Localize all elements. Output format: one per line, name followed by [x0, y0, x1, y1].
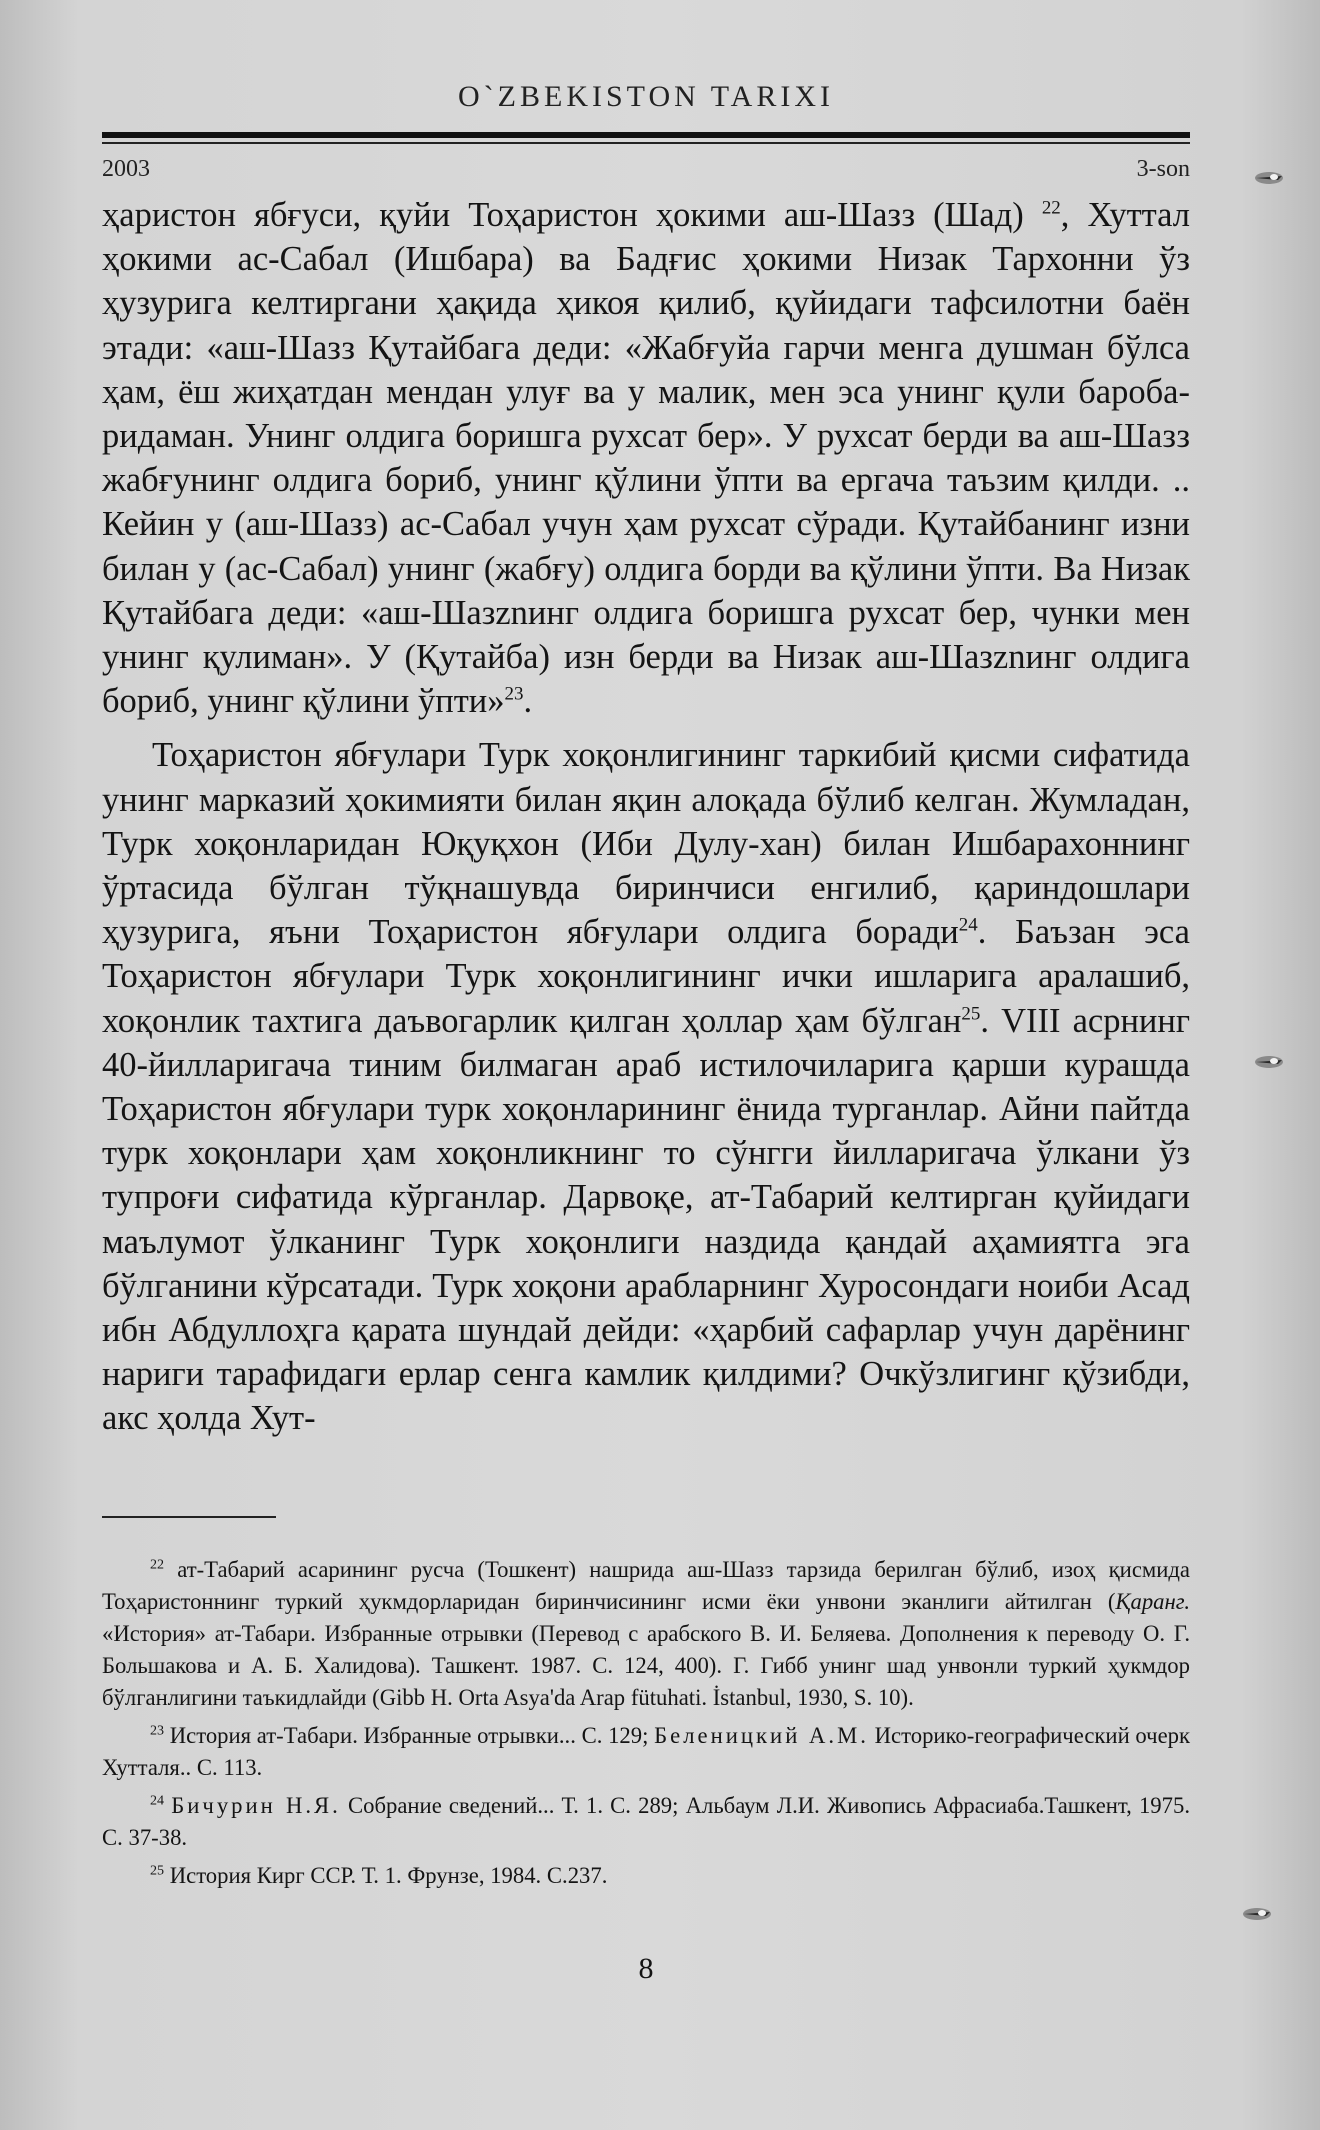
author-name: Бичурин Н.Я. — [171, 1793, 341, 1818]
journal-title: O`ZBEKISTON TARIXI — [458, 80, 834, 113]
footnote-marker: 24 — [958, 914, 978, 936]
footnote-marker: 22 — [150, 1556, 165, 1573]
body-paragraph — [102, 733, 1190, 1440]
text-run: «История» ат-Табари. Избранные отрывки (Перевод с арабского В. И. Беляева. Дополнения к переводу О. Г. Большакова и А. Б. Халидова). Ташкент. 1987. С. 124, 400). Г. Гибб унинг шад унвонли туркий ҳукмдор бўлганлигини таъкидлайди (Gibb H. Orta Asya'da Arap fütuhati. İstanbul, 1930, S. 10). — [102, 1621, 1190, 1710]
text-run: ат-Табарий асарининг русча (Тошкент) нашрида аш-Шазз тарзида берилган бўлиб, изоҳ қисмида Тоҳаристоннинг туркий ҳукмдорларидан биринчисининг исми ёки унвони эканлиги айтилган ( — [102, 1557, 1190, 1614]
text-run: . Баъзан эса Тоҳаристон ябғулари Турк хоқонлигининг ички ишларига аралашиб, хоқонлик тахтига даъвогарлик қилган ҳоллар ҳам бўлган — [102, 913, 1190, 1040]
footnote — [102, 1860, 1190, 1892]
body-paragraph — [102, 193, 1190, 723]
footnote-separator — [102, 1516, 276, 1518]
footnote-marker: 22 — [1041, 197, 1061, 219]
text-run: . — [523, 682, 533, 721]
staple-mark-icon — [1252, 168, 1286, 188]
footnote-marker: 25 — [150, 1862, 165, 1879]
italic-text: Қаранг. — [1115, 1589, 1190, 1614]
author-name: Беленицкий А.М. — [654, 1723, 869, 1748]
footnote-marker: 24 — [150, 1792, 165, 1809]
text-run: История Кирг ССР. Т. 1. Фрунзе, 1984. С.237. — [164, 1863, 608, 1888]
page-number: 8 — [638, 1952, 654, 1985]
footnote — [102, 1790, 1190, 1854]
text-run: История ат-Табари. Избранные отрывки... С. 129; — [164, 1723, 655, 1748]
text-run: Тоҳаристон ябғулари Турк хоқонлигининг таркибий қисми сифатида унинг марказий ҳокимияти билан яқин алоқада бўлиб келган. Жумладан, Турк хоқонларидан Юқуқхон (Иби Дулу-хан) билан Ишбарахоннинг ўртасида бўлган тўқнашувда биринчиси енгилиб, қариндошлари ҳузурига, яъни Тоҳаристон ябғулари олдига боради — [102, 736, 1190, 952]
issue-number: 3-son — [1136, 156, 1190, 182]
footnotes — [102, 1554, 1190, 1898]
issue-year: 2003 — [102, 156, 150, 182]
body-text — [102, 193, 1190, 1441]
footnote — [102, 1554, 1190, 1714]
footnote-marker: 23 — [504, 683, 524, 705]
text-run: Историко-географический очерк Хутталя.. С. 113. — [102, 1723, 1191, 1780]
staple-mark-icon — [1240, 1904, 1274, 1924]
footnote-marker: 25 — [961, 1003, 981, 1025]
header-meta — [102, 156, 1190, 183]
text-run: . VIII асрнинг 40-йилларигача тиним билмаган араб истилочиларига қарши курашда Тоҳаристон ябғулари турк хоқонларининг ёнида турганлар. Айни пайтда турк хоқонлари ҳам хоқонликнинг то сўнгги йилларигача ўлкани ўз тупроғи сифатида кўрганлар. Дарвоқе, ат-Табарий келтирган қуйидаги маълумот ўлканинг Турк хоқонлиги наздида қандай аҳамиятга эга бўлганини кўрсатади. Турк хоқони арабларнинг Хуросондаги ноиби Асад ибн Абдуллоҳга қарата шундай дейди: «ҳарбий сафарлар учун дарёнинг нариги тарафидаги ерлар сенга камлик қилдими? Очкўзлигинг қўзибди, акс ҳолда Хут- — [102, 1001, 1191, 1438]
text-run: ҳаристон ябғуси, қуйи Тоҳаристон ҳокими аш-Шазз (Шад) — [102, 196, 1042, 234]
header-rule-thick — [102, 132, 1190, 138]
footnote-marker: 23 — [150, 1722, 165, 1739]
header-rule-thin — [102, 142, 1190, 144]
footnote — [102, 1720, 1190, 1784]
text-run: , Хуттал ҳокими ас-Сабал (Ишбара) ва Бадғис ҳокими Низак Тархонни ўз ҳузурига келтиргани ҳақида ҳикоя қилиб, қуйидаги тафсилотни баён этади: «аш-Шазз Қутайбага деди: «Жабғуйа гарчи менга душман бўлса ҳам, ёш жиҳатдан мендан улуғ ва у малик, мен эса унинг қули баробаридаман. Унинг олдига боришга рухсат бер». У рухсат берди ва аш-Шазз жабғунинг олдига бориб, унинг қўлини ўпти ва ергача таъзим қилди. .. Кейин у (аш-Шазз) ас-Сабал учун ҳам рухсат сўради. Қутайбанинг изни билан у (ас-Сабал) унинг (жабғу) олдига борди ва қўлини ўпти. Ва Низак Қутайбага деди: «аш-Шазznинг олдига боришга рухсат бер, чунки мен унинг қулиман». У (Қутайба) изн берди ва Низак аш-Шазznинг олдига бориб, унинг қўлини ўпти» — [102, 196, 1190, 721]
text-run: Собрание сведений... Т. 1. С. 289; Альбаум Л.И. Живопись Афрасиаба.Ташкент, 1975. С. 37-38. — [102, 1793, 1190, 1850]
staple-mark-icon — [1252, 1052, 1286, 1072]
